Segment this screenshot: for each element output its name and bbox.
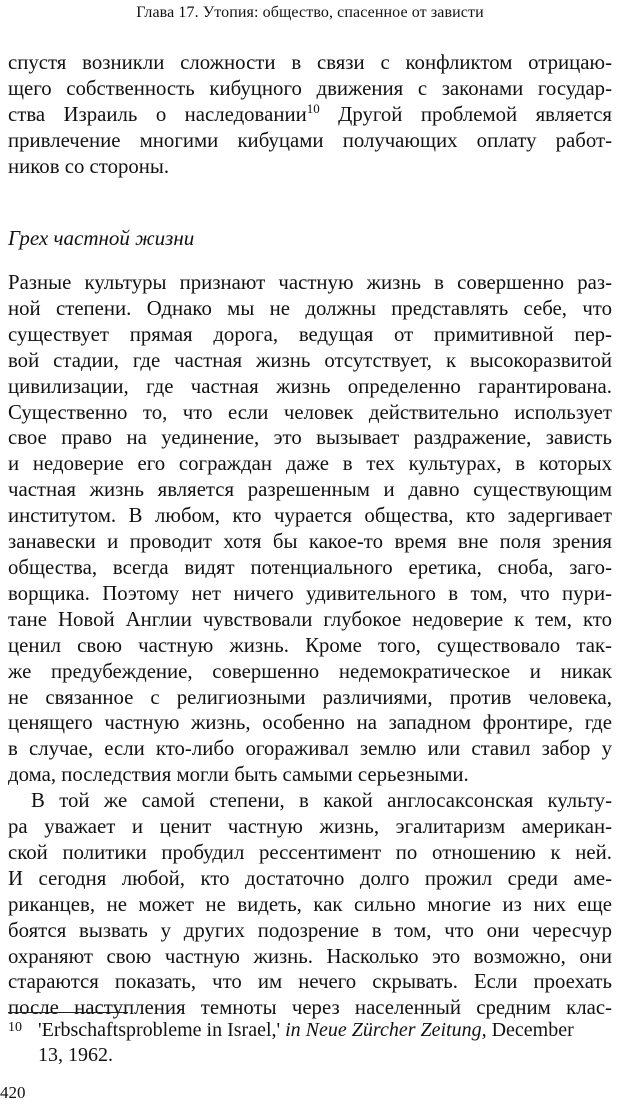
text-segment: ства Израиль о наследовании	[8, 102, 307, 126]
text-line: щего собственность кибуцного движения с законами государ-	[8, 76, 612, 100]
text-line: Существенно то, что если человек действительно использует	[8, 400, 612, 424]
text-line: ной степени. Однако мы не должны представлять себе, что	[8, 296, 612, 320]
text-line: после наступления темноты через населенный средним клас-	[8, 996, 612, 1020]
paragraph-1	[8, 50, 612, 180]
text-line: спустя возникли сложности в связи с конфликтом отрицаю-	[8, 51, 612, 74]
running-header: Глава 17. Утопия: общество, спасенное от зависти	[136, 4, 484, 21]
text-line: боятся вызвать у других подозрение в том, что они чересчур	[8, 918, 612, 942]
page-number: 420	[0, 1083, 26, 1102]
text-line: и недоверие его сограждан даже в тех культурах, в которых	[8, 452, 612, 476]
text-line: не связанное с религиозными различиями, против человека,	[8, 685, 612, 709]
text-line: общества, всегда видят потенциального еретика, сноба, заго-	[8, 555, 612, 579]
text-line: ворщика. Поэтому нет ничего удивительного в том, что пури-	[8, 581, 612, 605]
text-line: риканцев, не может не видеть, как сильно многие из них еще	[8, 892, 612, 916]
text-line-with-footnote	[8, 102, 612, 128]
footnote-divider	[8, 1012, 128, 1013]
footnote	[8, 1018, 612, 1068]
footnote-title: 'Erbschaftsprobleme in Israel,'	[38, 1019, 286, 1041]
text-line: стараются показать, что им нечего скрывать. Если проехать	[8, 970, 612, 994]
footnote-date-line-2: 13, 1962.	[38, 1044, 113, 1066]
text-line: И сегодня любой, кто достаточно долго прожил среди аме-	[8, 866, 612, 890]
text-line: привлечение многими кибуцами получающих оплату работ-	[8, 128, 612, 152]
text-line: Разные культуры признают частную жизнь в совершенно раз-	[8, 271, 612, 294]
text-line: цивилизации, где частная жизнь определенно гарантирована.	[8, 374, 612, 398]
text-line: ской политики пробудил рессентимент по отношению к ней.	[8, 840, 612, 864]
text-line: в случае, если кто-либо огораживал землю или ставил забор у	[8, 737, 612, 761]
footnote-number: 10	[8, 1020, 22, 1035]
text-line: же предубеждение, совершенно недемократическое и никак	[8, 659, 612, 683]
text-line: занавески и проводит хотя бы какое-то время вне поля зрения	[8, 530, 612, 554]
text-line: ра уважает и ценит частную жизнь, эгалитаризм американ-	[8, 815, 612, 839]
text-line: дома, последствия могли быть самыми серьезными.	[8, 763, 469, 787]
text-line: ников со стороны.	[8, 154, 170, 178]
text-line: охраняют свою частную жизнь. Насколько это возможно, они	[8, 944, 612, 968]
text-line: ценящего частную жизнь, особенно на западном фронтире, где	[8, 711, 612, 735]
paragraph-2	[8, 270, 612, 1021]
text-line: частная жизнь является разрешенным и давно существующим	[8, 478, 612, 502]
text-line: тане Новой Англии чувствовали глубокое недоверие к тем, кто	[8, 607, 612, 631]
text-line: существует прямая дорога, ведущая от примитивной пер-	[8, 322, 612, 346]
section-heading: Грех частной жизни	[8, 226, 195, 250]
text-line: ценил свою частную жизнь. Кроме того, существовало так-	[8, 633, 612, 657]
text-segment: Другой проблемой является	[319, 102, 612, 126]
footnote-date: , December	[481, 1019, 574, 1041]
footnote-source: in Neue Zürcher Zeitung	[285, 1019, 482, 1041]
text-line: институтом. В любом, кто чурается общества, кто задергивает	[8, 504, 612, 528]
footnote-text	[38, 1018, 608, 1068]
text-line: В той же самой степени, в какой англосаксонская культу-	[31, 789, 612, 813]
text-line: вой стадии, где частная жизнь отсутствует, к высокоразвитой	[8, 348, 612, 372]
text-line: свое право на уединение, это вызывает раздражение, зависть	[8, 426, 612, 450]
footnote-reference[interactable]: 10	[306, 100, 320, 116]
